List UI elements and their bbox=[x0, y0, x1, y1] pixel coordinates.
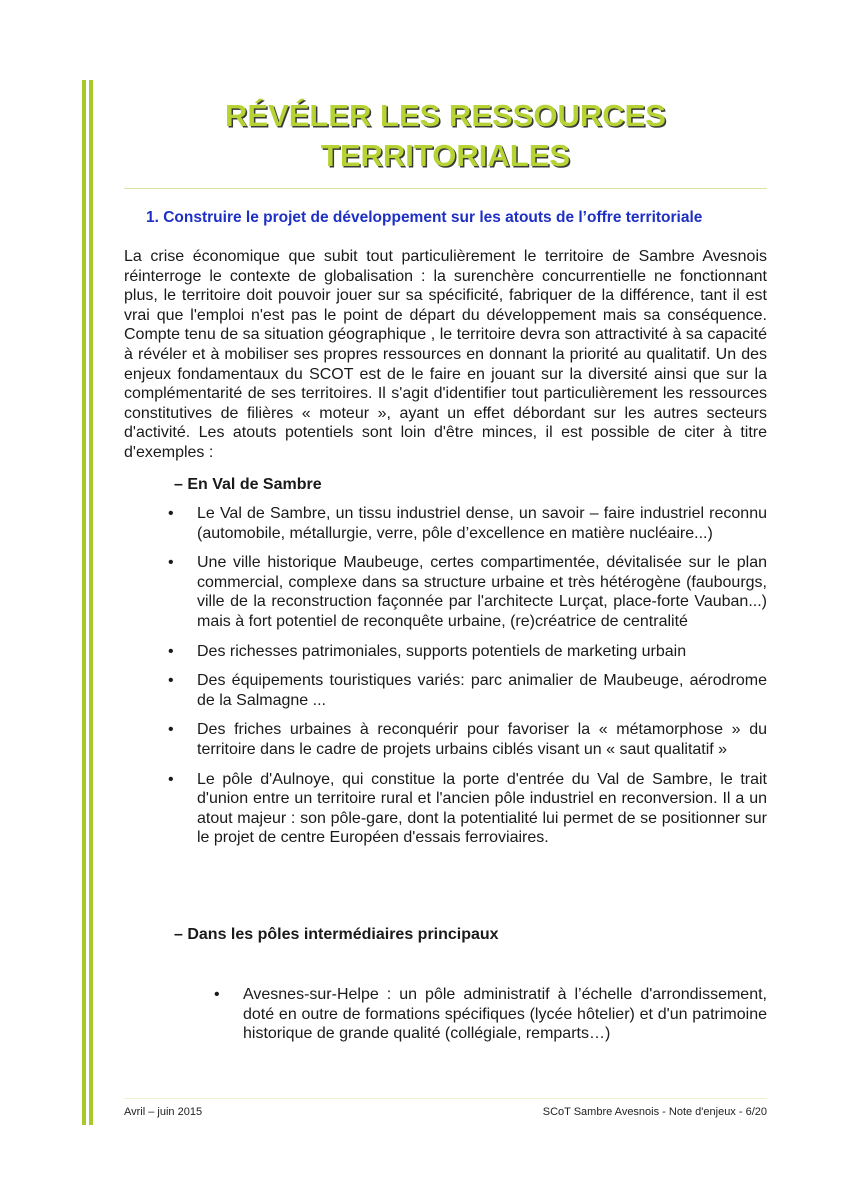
footer-date: Avril – juin 2015 bbox=[124, 1106, 203, 1118]
list-item bbox=[168, 553, 767, 631]
list-item bbox=[168, 720, 767, 759]
page-title-line1: RÉVÉLER LES RESSOURCES bbox=[225, 98, 666, 133]
list-item bbox=[168, 671, 767, 710]
intro-paragraph: La crise économique que subit tout particulièrement le territoire de Sambre Avesnois réinterroge le contexte de globalisation : la surenchère concurrentielle ne fonctionnant plus, le territoire doit pouvoir jouer sur sa spécificité, fabriquer de la différence, tant il est vrai que l'emploi n'est pas le point de départ du développement mais sa conséquence. Compte tenu de sa situation géographique , le territoire devra son attractivité à sa capacité à révéler et à mobiliser ses propres ressources en donnant la priorité au qualitatif. Un des enjeux fondamentaux du SCOT est de le faire en jouant sur la diversité ainsi que sur la complémentarité de ses territoires. Il s'agit d'identifier tout particulièrement les ressources constitutives de filières « moteur », ayant un effet débordant sur les autres secteurs d'activité. Les atouts potentiels sont loin d'être minces, il est possible de citer à titre d'exemples : bbox=[124, 248, 767, 461]
list-item bbox=[214, 985, 767, 1044]
list-item bbox=[168, 504, 767, 543]
list-item bbox=[168, 642, 767, 662]
list-item-text: Avesnes-sur-Helpe : un pôle administratif à l’échelle d'arrondissement, doté en outre de formations spécifiques (lycée hôtelier) et d'un patrimoine historique de grande qualité (collégiale, remparts…) bbox=[243, 986, 767, 1043]
subheading-val-de-sambre: – En Val de Sambre bbox=[174, 476, 322, 493]
bullet-icon: • bbox=[168, 642, 174, 660]
margin-bar-left bbox=[82, 80, 86, 1125]
page-title bbox=[124, 96, 767, 176]
bullet-icon: • bbox=[168, 672, 174, 690]
subheading-poles-intermediaires: – Dans les pôles intermédiaires principaux bbox=[174, 926, 499, 943]
list-item bbox=[168, 770, 767, 848]
page-content bbox=[124, 96, 767, 1043]
bullet-icon: • bbox=[168, 721, 174, 739]
bullet-icon: • bbox=[168, 770, 174, 788]
section-heading: 1. Construire le projet de développement sur les atouts de l’offre territoriale bbox=[146, 209, 703, 226]
bullet-list-poles bbox=[214, 985, 767, 1044]
bullet-list-val-de-sambre bbox=[168, 504, 767, 858]
title-divider bbox=[124, 188, 767, 189]
list-item-text: Le pôle d'Aulnoye, qui constitue la porte d'entrée du Val de Sambre, le trait d'union entre un territoire rural et l'ancien pôle industriel en reconversion. Il a un atout majeur : son pôle-gare, dont la potentialité lui permet de se positionner sur le projet de centre Européen d'essais ferroviaires. bbox=[197, 770, 767, 847]
footer-divider bbox=[124, 1098, 767, 1099]
page-title-line2: TERRITORIALES bbox=[320, 138, 571, 173]
footer-page-info: SCoT Sambre Avesnois - Note d'enjeux - 6/20 bbox=[542, 1106, 767, 1118]
list-item-text: Des richesses patrimoniales, supports potentiels de marketing urbain bbox=[197, 642, 687, 660]
list-item-text: Des équipements touristiques variés: parc animalier de Maubeuge, aérodrome de la Salmagne ... bbox=[197, 672, 767, 709]
list-item-text: Des friches urbaines à reconquérir pour favoriser la « métamorphose » du territoire dans le cadre de projets urbains ciblés visant un « saut qualitatif » bbox=[197, 721, 767, 758]
bullet-icon: • bbox=[214, 986, 220, 1003]
margin-bar-right bbox=[89, 80, 93, 1125]
list-item-text: Une ville historique Maubeuge, certes compartimentée, dévitalisée sur le plan commercial, complexe dans sa structure urbaine et très hétérogène (faubourgs, ville de la reconstruction façonnée par l'architecte Lurçat, place-forte Vauban...) mais à fort potentiel de reconquête urbaine, (re)créatrice de centralité bbox=[197, 554, 767, 630]
list-item-text: Le Val de Sambre, un tissu industriel dense, un savoir – faire industriel reconnu (automobile, métallurgie, verre, pôle d’excellence en matière nucléaire...) bbox=[197, 505, 767, 542]
bullet-icon: • bbox=[168, 505, 174, 522]
bullet-icon: • bbox=[168, 554, 174, 572]
